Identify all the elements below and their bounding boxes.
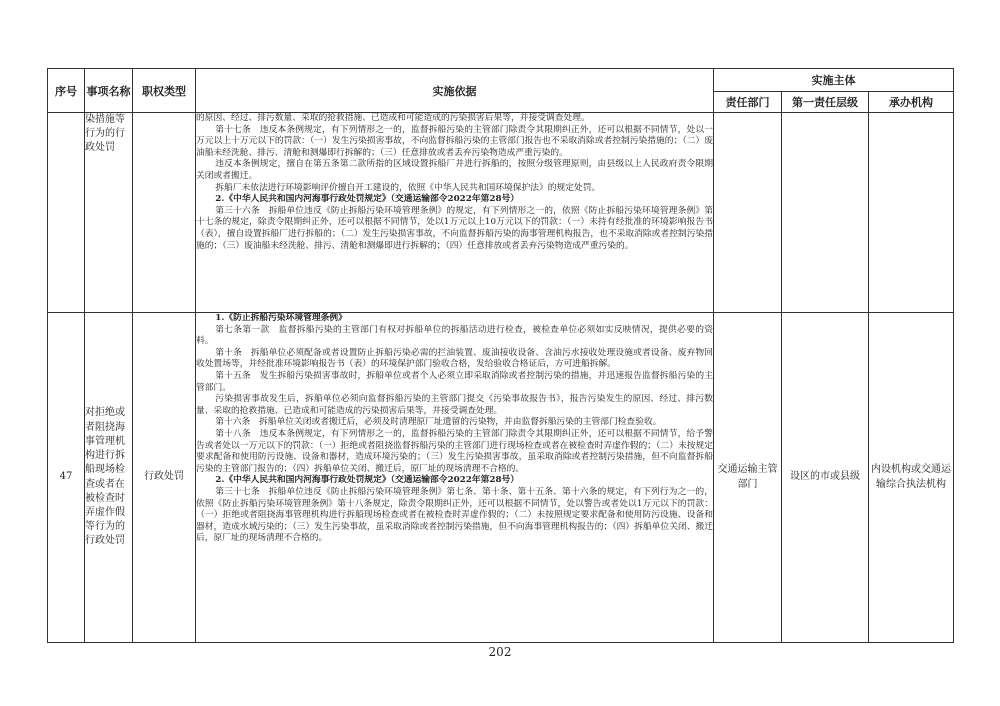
row1-basis — [196, 113, 714, 313]
basis-paragraph: 第七条第一款 监督拆船污染的主管部门有权对拆船单位的拆船活动进行检查，被检查单位必须如实反映情况，提供必要的资料。 — [196, 324, 713, 347]
row1-level — [782, 113, 869, 313]
header-subject: 实施主体 — [714, 69, 954, 92]
header-org: 承办机构 — [869, 92, 954, 113]
header-seq: 序号 — [48, 69, 85, 113]
basis-paragraph: 第十条 拆船单位必须配备或者设置防止拆船污染必需的拦油装置、废油接收设备、含油污水接收处理设施或者设备、废弃物回收处置场等，并经批准环境影响报告书（表）的环境保护部门验收合格，发给验收合格证后，方可进船拆解。 — [196, 347, 713, 370]
basis-paragraph: 违反本条例规定，擅自在第五条第二款所指的区域设置拆船厂并进行拆船的，按照分级管理原则，由县级以上人民政府责令限期关闭或者搬迁。 — [196, 159, 713, 181]
row1-seq — [48, 113, 85, 313]
basis-paragraph: 第三十六条 拆船单位违反《防止拆船污染环境管理条例》的规定，有下列情形之一的，依照《防止拆船污染环境管理条例》第十七条的规定，除责令限期纠正外，还可以根据不同情节，处以1万元以上10万元以下的罚款：（一）未持有经批准的环境影响报告书（表），擅自设置拆船厂进行拆船的；（二）发生污染损害事故，不向监督拆船污染的海事管理机构报告，也不采取消除或者控制污染措施的；（三）废油船未经洗舱、排污、清舱和测爆即进行拆解的；（四）任意排放或者丢弃污染物造成严重污染的。 — [196, 205, 713, 251]
basis-heading: 2.《中华人民共和国内河海事行政处罚规定》（交通运输部令2022年第28号） — [215, 194, 520, 205]
basis-paragraph: 第十七条 违反本条例规定，有下列情形之一的，监督拆船污染的主管部门除责令其限期纠正外，还可以根据不同情节，处以一万元以上十万元以下的罚款：（一）发生污染损害事故，不向监督拆船污染的主管部门报告也不采取消除或者控制污染措施的；（二）废油船未经洗舱、排污、清舱和测爆即行拆解的；（三）任意排放或者丢弃污染物造成严重污染的。 — [196, 124, 713, 158]
row2-level: 设区的市或县级 — [782, 313, 869, 643]
basis-paragraph: 污染损害事故发生后，拆船单位必须向监督拆船污染的主管部门提交《污染事故报告书》，报告污染发生的原因、经过、排污数量、采取的抢救措施、已造成和可能造成的污染损害后果等，并接受调查处理。 — [196, 394, 713, 416]
header-level: 第一责任层级 — [782, 92, 869, 113]
table-row — [48, 313, 954, 643]
row1-type — [133, 113, 196, 313]
row2-seq: 47 — [48, 313, 85, 643]
basis-paragraph: 拆船厂未依法进行环境影响评价擅自开工建设的，依照《中华人民共和国环境保护法》的规定处罚。 — [215, 182, 601, 193]
header-name: 事项名称 — [85, 69, 133, 113]
row1-name: 染措施等行为的行政处罚 — [85, 113, 133, 313]
basis-paragraph: 第十五条 发生拆船污染损害事故时，拆船单位或者个人必须立即采取消除或者控制污染的措施，并迅速报告监督拆船污染的主管部门。 — [196, 370, 713, 393]
row2-basis — [196, 313, 714, 643]
page-number: 202 — [488, 645, 512, 659]
header-type: 职权类型 — [133, 69, 196, 113]
header-basis: 实施依据 — [196, 69, 714, 113]
row2-type: 行政处罚 — [133, 313, 196, 643]
row1-dept — [714, 113, 782, 313]
table-row — [48, 113, 954, 313]
authority-table — [47, 68, 954, 643]
row2-org: 内设机构或交通运输综合执法机构 — [869, 313, 954, 643]
basis-paragraph: 第十六条 拆船单位关闭或者搬迁后，必须及时清理原厂址遗留的污染物，并由监督拆船污染的主管部门检查验收。 — [215, 417, 662, 428]
basis-paragraph: 第三十七条 拆船单位违反《防止拆船污染环境管理条例》第七条、第十条、第十五条、第十六条的规定，有下列行为之一的，依照《防止拆船污染环境管理条例》第十八条规定，除责令限期纠正外，还可以根据不同情节，处以警告或者处以1万元以下的罚款：（一）拒绝或者阻挠海事管理机构进行拆船现场检查或者在被检查时弄虚作假的；（二）未按照规定要求配备和使用防污设施、设备和器材，造成水域污染的；（三）发生污染事故，虽采取消除或者控制污染措施，但不向海事管理机构报告的；（四）拆船单位关闭、搬迁后，原厂址的现场清理不合格的。 — [196, 486, 713, 544]
row1-org — [869, 113, 954, 313]
basis-paragraph: 的原因、经过、排污数量、采取的抢救措施、已造成和可能造成的污染损害后果等，并接受调查处理。 — [196, 113, 590, 123]
basis-paragraph: 第十八条 违反本条例规定，有下列情形之一的，监督拆船污染的主管部门除责令其限期纠正外，还可以根据不同情节，给予警告或者处以一万元以下的罚款：（一）拒绝或者阻挠监督拆船污染的主管部门进行现场检查或者在被检查时弄虚作假的；（二）未按规定要求配备和使用防污设施、设备和器材，造成环境污染的；（三）发生污染损害事故，虽采取消除或者控制污染措施，但不向监督拆船污染的主管部门报告的；（四）拆船单位关闭、搬迁后，原厂址的现场清理不合格的。 — [196, 428, 713, 474]
basis-heading: 1.《防止拆船污染环境管理条例》 — [215, 313, 347, 323]
header-dept: 责任部门 — [714, 92, 782, 113]
row2-dept: 交通运输主管部门 — [714, 313, 782, 643]
basis-heading: 2.《中华人民共和国内河海事行政处罚规定》（交通运输部令2022年第28号） — [215, 475, 520, 486]
row2-name: 对拒绝或者阻挠海事管理机构进行拆船现场检查或者在被检查时弄虚作假等行为的行政处罚 — [85, 313, 133, 643]
